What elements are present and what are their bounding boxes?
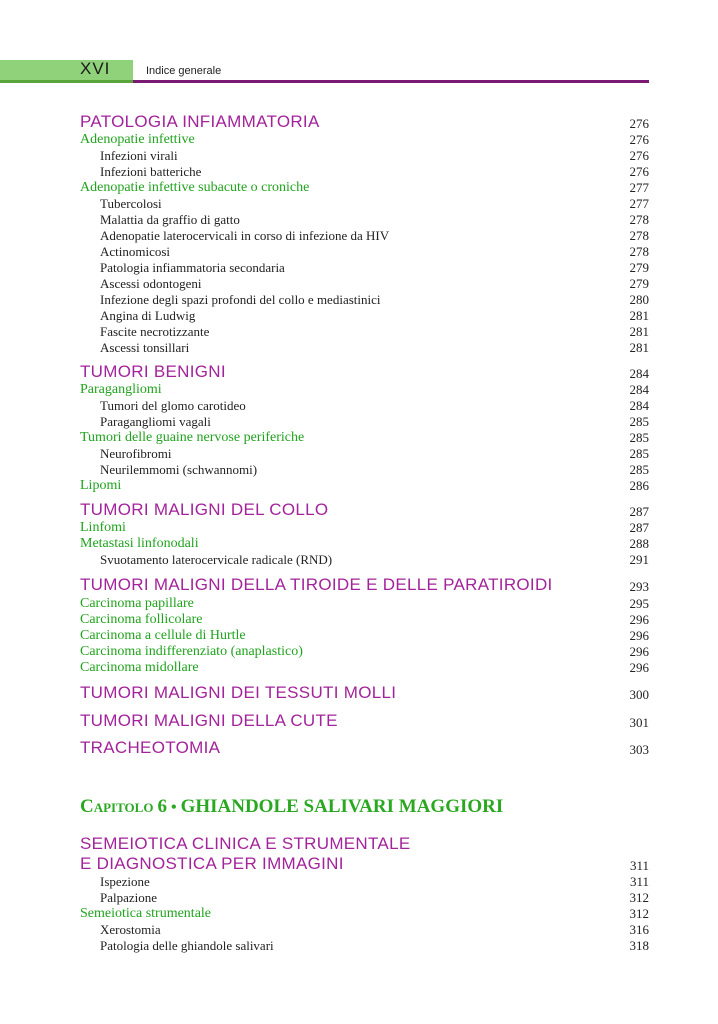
toc-entry-title: TRACHEOTOMIA [80,738,221,757]
toc-entry-page: 278 [629,228,649,243]
toc-entry[interactable] [80,164,649,180]
toc-entry-title: Neurilemmomi (schwannomi) [100,462,258,477]
toc-entry[interactable] [80,854,649,874]
toc-entry-title: Semeiotica strumentale [80,906,212,921]
toc-entry-title: TUMORI BENIGNI [80,362,226,381]
toc-entry-title: Ascessi odontogeni [100,276,202,291]
toc-entry-title: Carcinoma midollare [80,660,199,675]
toc-entry-page: 312 [629,890,649,905]
toc-entry-title: Adenopatie infettive [80,132,195,147]
toc-entry[interactable] [80,276,649,292]
toc-entry-title: Angina di Ludwig [100,308,196,323]
toc-entry-page: 277 [629,180,649,195]
chapter-heading[interactable] [80,796,503,818]
toc-entry-title: Adenopatie infettive subacute o croniche [80,180,310,195]
toc-entry-title: Svuotamento laterocervicale radicale (RND) [100,552,333,567]
header-rule-green [0,80,133,83]
toc-entry[interactable] [80,132,649,148]
toc-entry-page: 295 [629,596,649,611]
toc-entry-title: Ascessi tonsillari [100,340,190,355]
toc-entry-title: PATOLOGIA INFIAMMATORIA [80,112,320,131]
toc-entry-title: Ispezione [100,874,150,889]
toc-entry-page: 281 [629,308,649,323]
toc-entry-title: Patologia delle ghiandole salivari [100,938,274,953]
toc-entry[interactable] [80,628,649,644]
toc-entry[interactable] [80,500,649,520]
chapter-number: 6 [157,796,167,817]
toc-entry-page: 287 [629,520,649,535]
chapter-word: Capitolo [80,796,154,817]
toc-entry[interactable] [80,196,649,212]
toc-entry[interactable] [80,612,649,628]
toc-entry-title: Carcinoma papillare [80,596,194,611]
toc-entry-title: Malattia da graffio di gatto [100,212,240,227]
toc-entry-page: 276 [629,116,649,131]
toc-entry-page: 300 [629,687,649,702]
toc-entry[interactable] [80,308,649,324]
toc-entry-page: 316 [629,922,649,937]
toc-entry[interactable] [80,180,649,196]
toc-entry[interactable] [80,660,649,676]
toc-entry-title: Infezioni virali [100,148,178,163]
toc-entry[interactable] [80,112,649,132]
toc-entry-page: 285 [629,414,649,429]
toc-entry-page: 284 [629,366,649,381]
toc-entry-page: 296 [629,644,649,659]
toc-entry[interactable] [80,462,649,478]
toc-entry[interactable] [80,874,649,890]
toc-entry-page: 285 [629,430,649,445]
toc-entry-title: TUMORI MALIGNI DEI TESSUTI MOLLI [80,683,397,702]
toc-entry-page: 278 [629,244,649,259]
toc-entry-page: 276 [629,164,649,179]
toc-entry[interactable] [80,362,649,382]
toc-entry-title: Neurofibromi [100,446,172,461]
page-number: XVI [80,59,111,78]
toc-entry[interactable] [80,711,649,731]
header-rule-purple [133,80,649,83]
toc-entry-page: 311 [629,874,649,889]
toc-entry[interactable] [80,536,649,552]
toc-entry-page: 318 [629,938,649,953]
toc-entry-title: TUMORI MALIGNI DELLA TIROIDE E DELLE PARATIROIDI [80,575,553,594]
toc-entry-title: Actinomicosi [100,244,171,259]
toc-entry-page: 279 [629,260,649,275]
toc-entry[interactable] [80,340,649,356]
toc-entry-title: Carcinoma indifferenziato (anaplastico) [80,644,303,659]
toc-entry-page: 286 [629,478,649,493]
toc-section-first-line: SEMEIOTICA CLINICA E STRUMENTALE [80,834,411,853]
toc-entry-page: 303 [629,742,649,757]
header-tab [0,60,133,80]
page-header [0,60,718,84]
toc-entry[interactable] [80,228,649,244]
toc-entry-page: 277 [629,196,649,211]
toc-entry-title: Lipomi [80,478,122,493]
toc-entry-page: 296 [629,660,649,675]
toc-entry-title: Linfomi [80,520,126,535]
toc-entry[interactable] [80,575,649,595]
toc-entry-page: 301 [629,715,649,730]
toc-entry-title: Fascite necrotizzante [100,324,210,339]
toc-entry[interactable] [80,922,649,938]
toc-entry-page: 287 [629,504,649,519]
toc-entry[interactable] [80,212,649,228]
toc-entry-page: 284 [629,398,649,413]
toc-entry[interactable] [80,148,649,164]
toc-entry-title: Carcinoma a cellule di Hurtle [80,628,246,643]
toc-entry[interactable] [80,260,649,276]
toc-entry-page: 276 [629,148,649,163]
toc-entry[interactable] [80,478,649,494]
toc-entry-page: 284 [629,382,649,397]
toc-entry-title: Carcinoma follicolare [80,612,203,627]
toc-entry-page: 281 [629,340,649,355]
toc-entry-page: 279 [629,276,649,291]
toc-entry-title: Tumori del glomo carotideo [100,398,246,413]
toc-entry-title: Tubercolosi [100,196,162,211]
toc-entry-page: 312 [629,906,649,921]
toc-entry[interactable] [80,683,649,703]
chapter-title: GHIANDOLE SALIVARI MAGGIORI [180,796,504,817]
toc-entry[interactable] [80,644,649,660]
running-title: Indice generale [146,65,222,77]
toc-entry-title: Palpazione [100,890,158,905]
toc-entry[interactable] [80,398,649,414]
toc-entry[interactable] [80,890,649,906]
toc-entry-page: 281 [629,324,649,339]
toc-entry-page: 291 [629,552,649,567]
toc-entry[interactable] [80,938,649,954]
toc-entry-title: Patologia infiammatoria secondaria [100,260,285,275]
toc-entry-title: TUMORI MALIGNI DEL COLLO [80,500,329,519]
toc-entry-title: Metastasi linfonodali [80,536,199,551]
toc-entry[interactable] [80,244,649,260]
toc-entry-title: Paragangliomi [80,382,162,397]
toc-entry-page: 285 [629,446,649,461]
toc-entry-page: 296 [629,612,649,627]
toc-entry[interactable] [80,382,649,398]
toc-entry-title: Tumori delle guaine nervose periferiche [80,430,305,445]
toc-entry[interactable] [80,738,649,758]
toc-entry-title: TUMORI MALIGNI DELLA CUTE [80,711,338,730]
chapter-separator: • [170,799,177,816]
toc-entry-page: 278 [629,212,649,227]
toc-entry-page: 296 [629,628,649,643]
toc-entry[interactable] [80,324,649,340]
toc-entry-page: 276 [629,132,649,147]
toc-entry[interactable] [80,446,649,462]
toc-entry[interactable] [80,596,649,612]
toc-entry-title: Infezioni batteriche [100,164,202,179]
toc-entry-title: Xerostomia [100,922,161,937]
toc-entry-page: 293 [629,579,649,594]
toc-entry-title: E DIAGNOSTICA PER IMMAGINI [80,854,344,873]
toc-entry-page: 285 [629,462,649,477]
toc-entry-page: 288 [629,536,649,551]
toc-entry-page: 280 [629,292,649,307]
toc-entry-page: 311 [629,858,649,873]
toc-entry[interactable] [80,430,649,446]
toc-entry-title: Paragangliomi vagali [100,414,211,429]
toc-entry[interactable] [80,906,649,922]
toc-entry[interactable] [80,520,649,536]
toc-entry[interactable] [80,552,649,568]
toc-entry-title: Adenopatie laterocervicali in corso di infezione da HIV [100,228,390,243]
toc-entry[interactable] [80,292,649,308]
toc-entry[interactable] [80,414,649,430]
toc-entry-title: Infezione degli spazi profondi del collo e mediastinici [100,292,381,307]
